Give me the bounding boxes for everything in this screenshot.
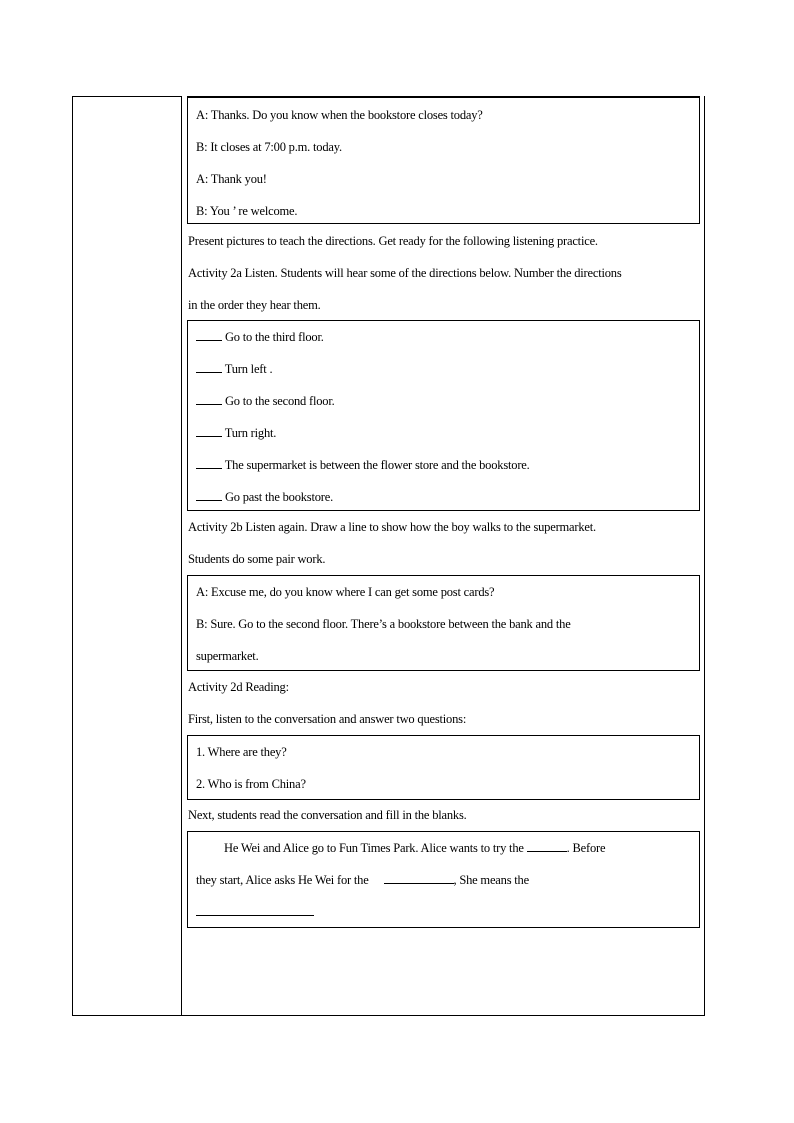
answer-blank-2[interactable] xyxy=(384,871,454,884)
number-blank[interactable] xyxy=(196,424,222,437)
pair-work-dialogue-box xyxy=(187,575,700,671)
dialogue-line: A: Excuse me, do you know where I can get some post cards? xyxy=(196,585,495,599)
direction-item: Go past the bookstore. xyxy=(196,481,699,513)
table-left-column xyxy=(73,96,182,1015)
number-blank[interactable] xyxy=(196,360,222,373)
pair-work-text: Students do some pair work. xyxy=(188,552,326,566)
question-item: 2. Who is from China? xyxy=(196,777,306,791)
instruction-block-2b xyxy=(188,511,596,575)
first-listen-text: First, listen to the conversation and answer two questions: xyxy=(188,712,467,726)
direction-item: Turn right. xyxy=(196,417,699,449)
directions-list-box xyxy=(187,320,700,511)
instruction-block-2d xyxy=(188,671,466,735)
lesson-plan-table xyxy=(72,96,705,1016)
answer-blank-1[interactable] xyxy=(527,839,567,852)
dialogue-line: supermarket. xyxy=(196,649,259,663)
fill-line-2: they start, Alice asks He Wei for the , She means the xyxy=(196,873,529,887)
fill-line-3 xyxy=(196,896,699,928)
activity-2b-text: Activity 2b Listen again. Draw a line to show how the boy walks to the supermarket. xyxy=(188,520,596,534)
instruction-block-2a xyxy=(188,225,622,321)
table-right-column xyxy=(182,96,704,1015)
activity-2a-text-cont: in the order they hear them. xyxy=(188,298,321,312)
number-blank[interactable] xyxy=(196,328,222,341)
dialogue-line: B: Sure. Go to the second floor. There’s a bookstore between the bank and the xyxy=(196,617,571,631)
dialogue-line: A: Thanks. Do you know when the bookstore closes today? xyxy=(196,108,483,122)
present-pictures-text: Present pictures to teach the directions. Get ready for the following listening practice. xyxy=(188,234,598,248)
number-blank[interactable] xyxy=(196,456,222,469)
fill-line-1: He Wei and Alice go to Fun Times Park. Alice wants to try the . Before xyxy=(224,841,606,855)
number-blank[interactable] xyxy=(196,488,222,501)
dialogue-box-bookstore xyxy=(187,96,700,224)
activity-2d-text: Activity 2d Reading: xyxy=(188,680,289,694)
dialogue-line: B: You ’ re welcome. xyxy=(196,204,298,218)
question-item: 1. Where are they? xyxy=(196,745,287,759)
activity-2a-text: Activity 2a Listen. Students will hear some of the directions below. Number the directions xyxy=(188,266,622,280)
direction-item: Go to the third floor. xyxy=(196,321,699,353)
answer-blank-3[interactable] xyxy=(196,903,314,916)
fill-in-blanks-box xyxy=(187,831,700,928)
direction-item: Go to the second floor. xyxy=(196,385,699,417)
questions-box xyxy=(187,735,700,800)
next-read-text: Next, students read the conversation and fill in the blanks. xyxy=(188,808,467,822)
dialogue-line: B: It closes at 7:00 p.m. today. xyxy=(196,140,342,154)
number-blank[interactable] xyxy=(196,392,222,405)
instruction-block-next xyxy=(188,799,467,831)
dialogue-line: A: Thank you! xyxy=(196,172,267,186)
direction-item: Turn left . xyxy=(196,353,699,385)
direction-item: The supermarket is between the flower store and the bookstore. xyxy=(196,449,699,481)
